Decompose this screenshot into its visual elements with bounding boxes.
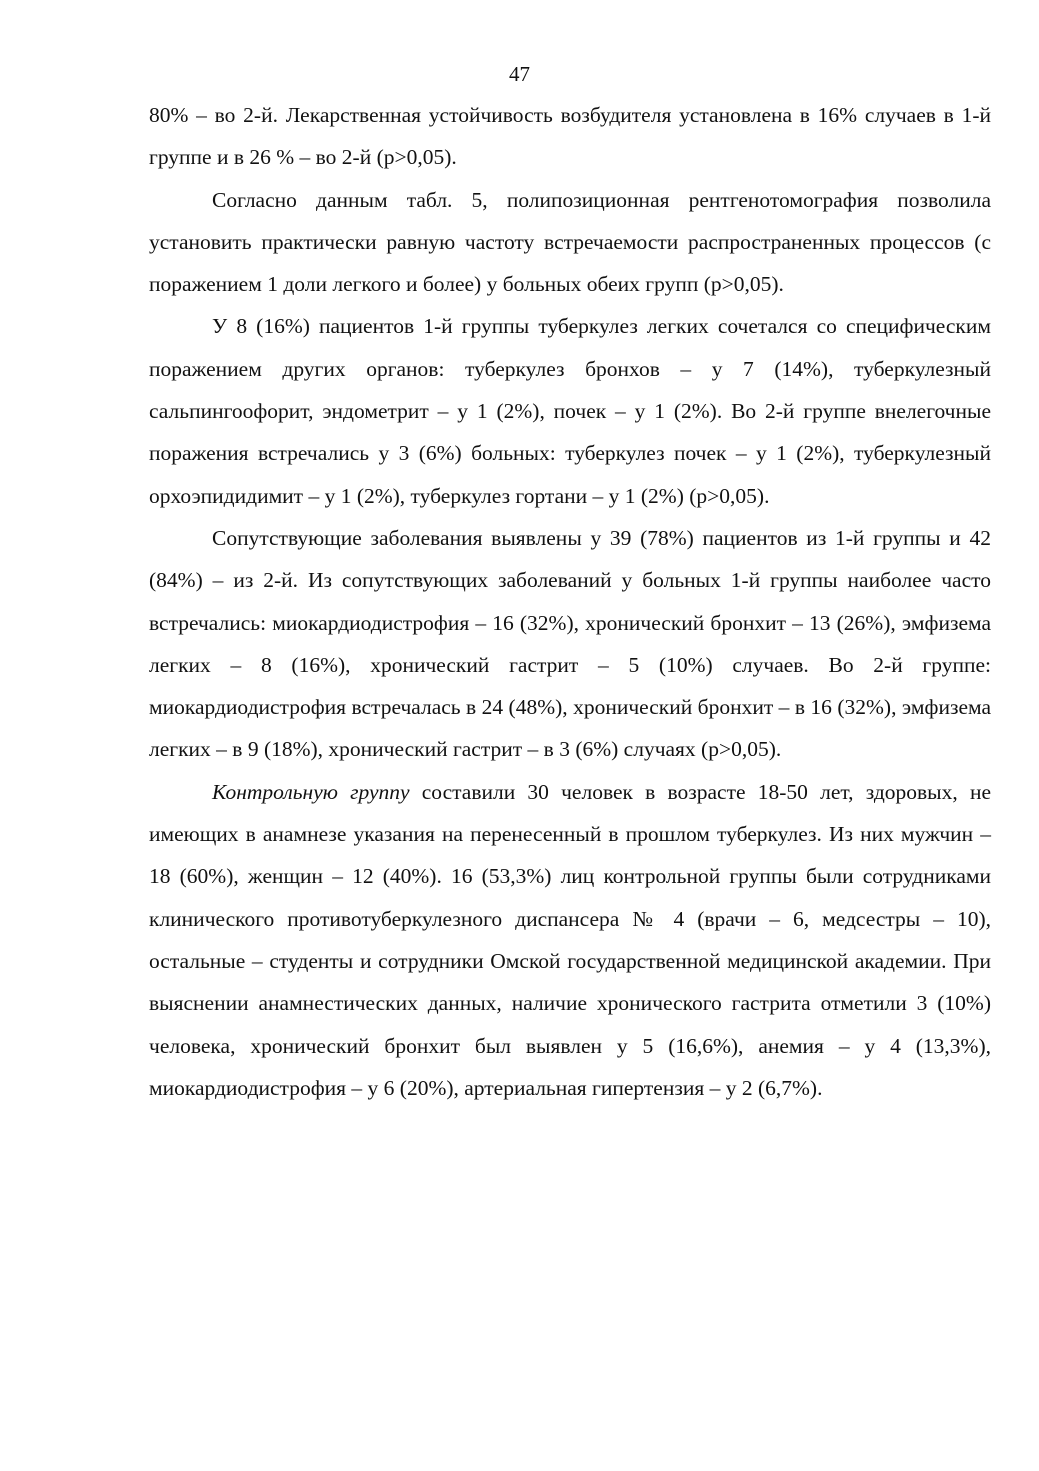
control-group-description: составили 30 человек в возрасте 18-50 лет, здоровых, не имеющих в анамнезе указания на перенесенный в прошлом туберкулез. Из них мужчин – 18 (60%), женщин – 12 (40%). 16 (53,3%) лиц контрольной группы были сотрудниками клинического противотуберкулезного диспансера № 4 (врачи – 6, медсестры – 10), остальные – студенты и сотрудники Омской государственной медицинской академии. При выяснении анамнестических данных, наличие хронического гастрита отметили 3 (10%) человека, хронический бронхит был выявлен у 5 (16,6%), анемия – у 4 (13,3%), миокардиодистрофия – у 6 (20%), артериальная гипертензия – у 2 (6,7%).	[149, 779, 991, 1100]
page-number: 47	[509, 62, 530, 86]
paragraph-control-group	[149, 771, 991, 1109]
paragraph-comorbidities: Сопутствующие заболевания выявлены у 39 (78%) пациентов из 1-й группы и 42 (84%) – из 2-й. Из сопутствующих заболеваний у больных 1-й группы наиболее часто встречались: миокардиодистрофия – 16 (32%), хронический бронхит – 13 (26%), эмфизема легких – 8 (16%), хронический гастрит – 5 (10%) случаев. Во 2-й группе: миокардиодистрофия встречалась в 24 (48%), хронический бронхит – в 16 (32%), эмфизема легких – в 9 (18%), хронический гастрит – в 3 (6%) случаях (p>0,05).	[149, 525, 991, 762]
paragraph-resistance: 80% – во 2-й. Лекарственная устойчивость возбудителя установлена в 16% случаев в 1-й группе и в 26 % – во 2-й (p>0,05).	[149, 103, 991, 170]
paragraph-tomography: Согласно данным табл. 5, полипозиционная рентгенотомография позволила установить практически равную частоту встречаемости распространенных процессов (с поражением 1 доли легкого и более) у больных обеих групп (p>0,05).	[149, 187, 991, 297]
body-text	[149, 94, 991, 1109]
control-group-term: Контрольную группу	[212, 779, 410, 804]
paragraph-extrapulmonary: У 8 (16%) пациентов 1-й группы туберкулез легких сочетался со специфическим поражением других органов: туберкулез бронхов – у 7 (14%), туберкулезный сальпингоофорит, эндометрит – у 1 (2%), почек – у 1 (2%). Во 2-й группе внелегочные поражения встречались у 3 (6%) больных: туберкулез почек – у 1 (2%), туберкулезный орхоэпидидимит – у 1 (2%), туберкулез гортани – у 1 (2%) (p>0,05).	[149, 314, 991, 508]
